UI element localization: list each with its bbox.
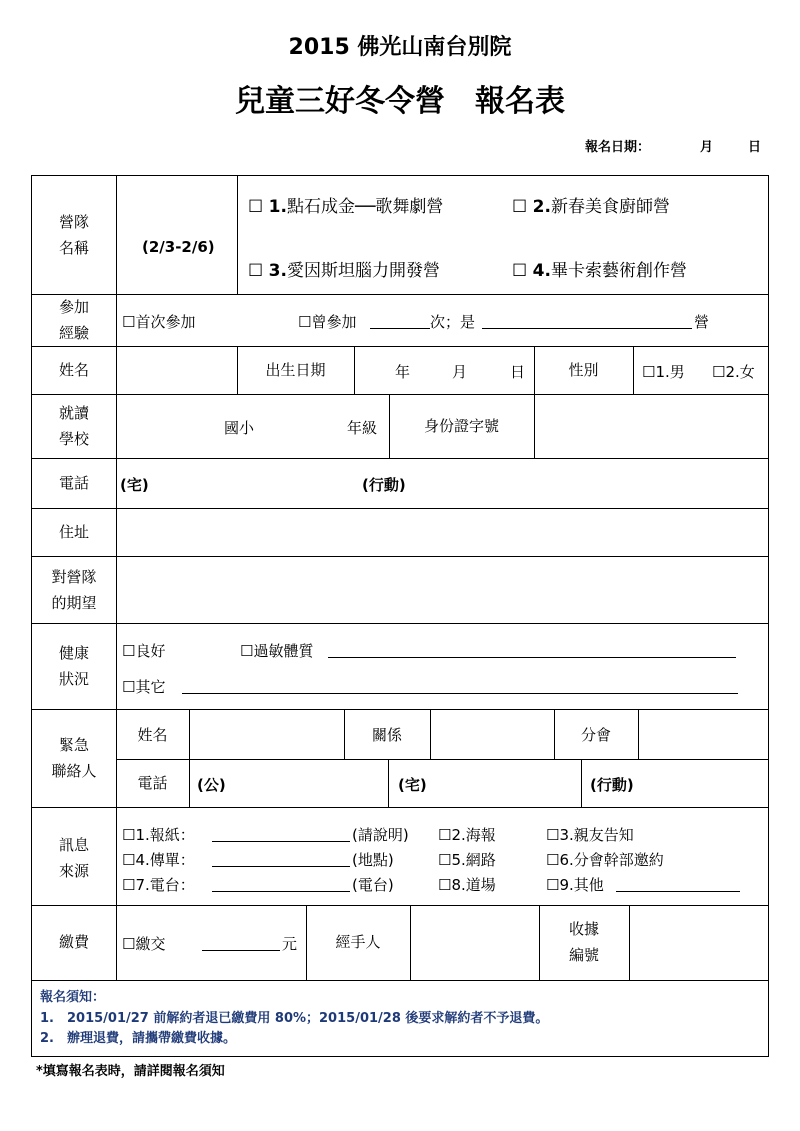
branch-label: 分會 — [580, 726, 611, 744]
handler-field[interactable] — [412, 907, 537, 978]
notes-item-2: 2. 辦理退費，請攜帶繳費收據。 — [40, 1031, 236, 1046]
health-label: 健康 狀況 — [58, 644, 89, 688]
source-newspaper-checkbox[interactable]: ☐1.報紙： — [122, 826, 195, 844]
source-flyer-note: (地點) — [352, 851, 394, 869]
gender-label: 性別 — [568, 361, 599, 379]
address-label: 住址 — [58, 523, 89, 541]
date-label: 報名日期： — [585, 140, 651, 155]
source-radio-blank[interactable] — [212, 891, 350, 892]
relation-field[interactable] — [432, 711, 552, 757]
school-label: 就讀 學校 — [58, 404, 89, 448]
source-friends-checkbox[interactable]: ☐3.親友告知 — [546, 826, 634, 844]
source-flyer-blank[interactable] — [212, 866, 350, 867]
times-blank[interactable] — [370, 328, 430, 329]
camp-option-1[interactable]: ☐ 1.點石成金──歌舞劇營 — [248, 197, 444, 217]
source-newspaper-note: (請說明) — [352, 826, 409, 844]
footnote: *填寫報名表時，請詳閱報名須知 — [36, 1064, 225, 1079]
source-radio-checkbox[interactable]: ☐7.電台： — [122, 876, 195, 894]
checkbox-icon[interactable]: ☐ — [248, 261, 264, 281]
source-other-checkbox[interactable]: ☐9.其他 — [546, 876, 604, 894]
grade-label: 年級 — [347, 419, 378, 437]
receipt-number-field[interactable] — [631, 907, 768, 978]
emergency-name-field[interactable] — [191, 711, 342, 757]
id-number-label: 身份證字號 — [423, 417, 499, 435]
camp-option-3[interactable]: ☐ 3.愛因斯坦腦力開發營 — [248, 261, 440, 281]
camp-option-2[interactable]: ☐ 2.新春美食廚師營 — [512, 197, 670, 217]
payment-amount-blank[interactable] — [202, 950, 280, 951]
camp-suffix: 營 — [694, 313, 710, 331]
camp-name-label: 營隊 名稱 — [58, 213, 89, 257]
emergency-name-label: 姓名 — [137, 726, 168, 744]
allergy-checkbox[interactable]: ☐過敏體質 — [240, 642, 314, 660]
camp-dates: (2/3-2/6) — [142, 238, 215, 256]
notes-title: 報名須知： — [40, 990, 106, 1005]
receipt-number-label: 收據 編號 — [568, 920, 599, 964]
source-temple-checkbox[interactable]: ☐8.道場 — [438, 876, 496, 894]
source-poster-checkbox[interactable]: ☐2.海報 — [438, 826, 496, 844]
source-flyer-checkbox[interactable]: ☐4.傳單： — [122, 851, 195, 869]
source-branch-invite-checkbox[interactable]: ☐6.分會幹部邀約 — [546, 851, 664, 869]
camp-option-4[interactable]: ☐ 4.畢卡索藝術創作營 — [512, 261, 687, 281]
source-other-blank[interactable] — [616, 891, 740, 892]
address-field[interactable] — [118, 510, 768, 554]
checkbox-icon[interactable]: ☐ — [512, 197, 528, 217]
checkbox-icon[interactable]: ☐ — [512, 261, 528, 281]
source-label: 訊息 來源 — [58, 836, 89, 880]
home-phone-label: (宅) — [120, 476, 149, 494]
source-internet-checkbox[interactable]: ☐5.網路 — [438, 851, 496, 869]
health-good-checkbox[interactable]: ☐良好 — [122, 642, 166, 660]
payment-label: 繳費 — [58, 933, 89, 951]
expectation-label: 對營隊 的期望 — [51, 568, 97, 612]
id-number-field[interactable] — [536, 396, 768, 456]
emergency-phone-label: 電話 — [137, 774, 168, 792]
payment-paid-checkbox[interactable]: ☐繳交 — [122, 935, 166, 953]
checkbox-icon[interactable]: ☐ — [248, 197, 264, 217]
expectation-field[interactable] — [118, 558, 768, 621]
allergy-blank[interactable] — [328, 657, 736, 658]
registration-form — [31, 175, 769, 981]
times-label: 次；是 — [430, 313, 476, 331]
first-time-checkbox[interactable]: ☐首次參加 — [122, 313, 196, 331]
health-other-checkbox[interactable]: ☐其它 — [122, 678, 166, 696]
female-checkbox[interactable]: ☐2.女 — [712, 363, 755, 381]
office-phone-label: (公) — [197, 776, 226, 794]
name-field[interactable] — [118, 348, 235, 392]
health-other-blank[interactable] — [182, 693, 738, 694]
mobile-phone-label: (行動) — [362, 476, 406, 494]
phone-label: 電話 — [58, 474, 89, 492]
date-month-label: 月 — [700, 140, 714, 155]
registration-notes — [31, 981, 769, 1057]
birth-year-label: 年 — [395, 363, 411, 381]
currency-label: 元 — [282, 935, 298, 953]
male-checkbox[interactable]: ☐1.男 — [642, 363, 685, 381]
birth-day-label: 日 — [510, 363, 526, 381]
relation-label: 關係 — [371, 726, 402, 744]
branch-field[interactable] — [640, 711, 768, 757]
birth-month-label: 月 — [452, 363, 468, 381]
source-radio-note: (電台) — [352, 876, 394, 894]
date-day-label: 日 — [748, 140, 762, 155]
attended-before-checkbox[interactable]: ☐曾參加 — [298, 313, 357, 331]
camp-name-blank[interactable] — [482, 328, 692, 329]
emergency-mobile-label: (行動) — [590, 776, 634, 794]
emergency-home-phone-label: (宅) — [398, 776, 427, 794]
emergency-contact-label: 緊急 聯絡人 — [51, 736, 97, 780]
name-label: 姓名 — [58, 361, 89, 379]
notes-item-1: 1. 2015/01/27 前解約者退已繳費用 80%；2015/01/28 後要求解約者不予退費。 — [40, 1011, 549, 1026]
birth-date-label: 出生日期 — [265, 361, 326, 379]
source-newspaper-blank[interactable] — [212, 841, 350, 842]
experience-label: 參加 經驗 — [58, 298, 89, 342]
page-title-line2: 兒童三好冬令營 報名表 — [235, 84, 565, 119]
handler-label: 經手人 — [335, 933, 381, 951]
primary-school-label: 國小 — [224, 419, 255, 437]
page-title-line1: 2015 佛光山南台別院 — [288, 35, 512, 60]
